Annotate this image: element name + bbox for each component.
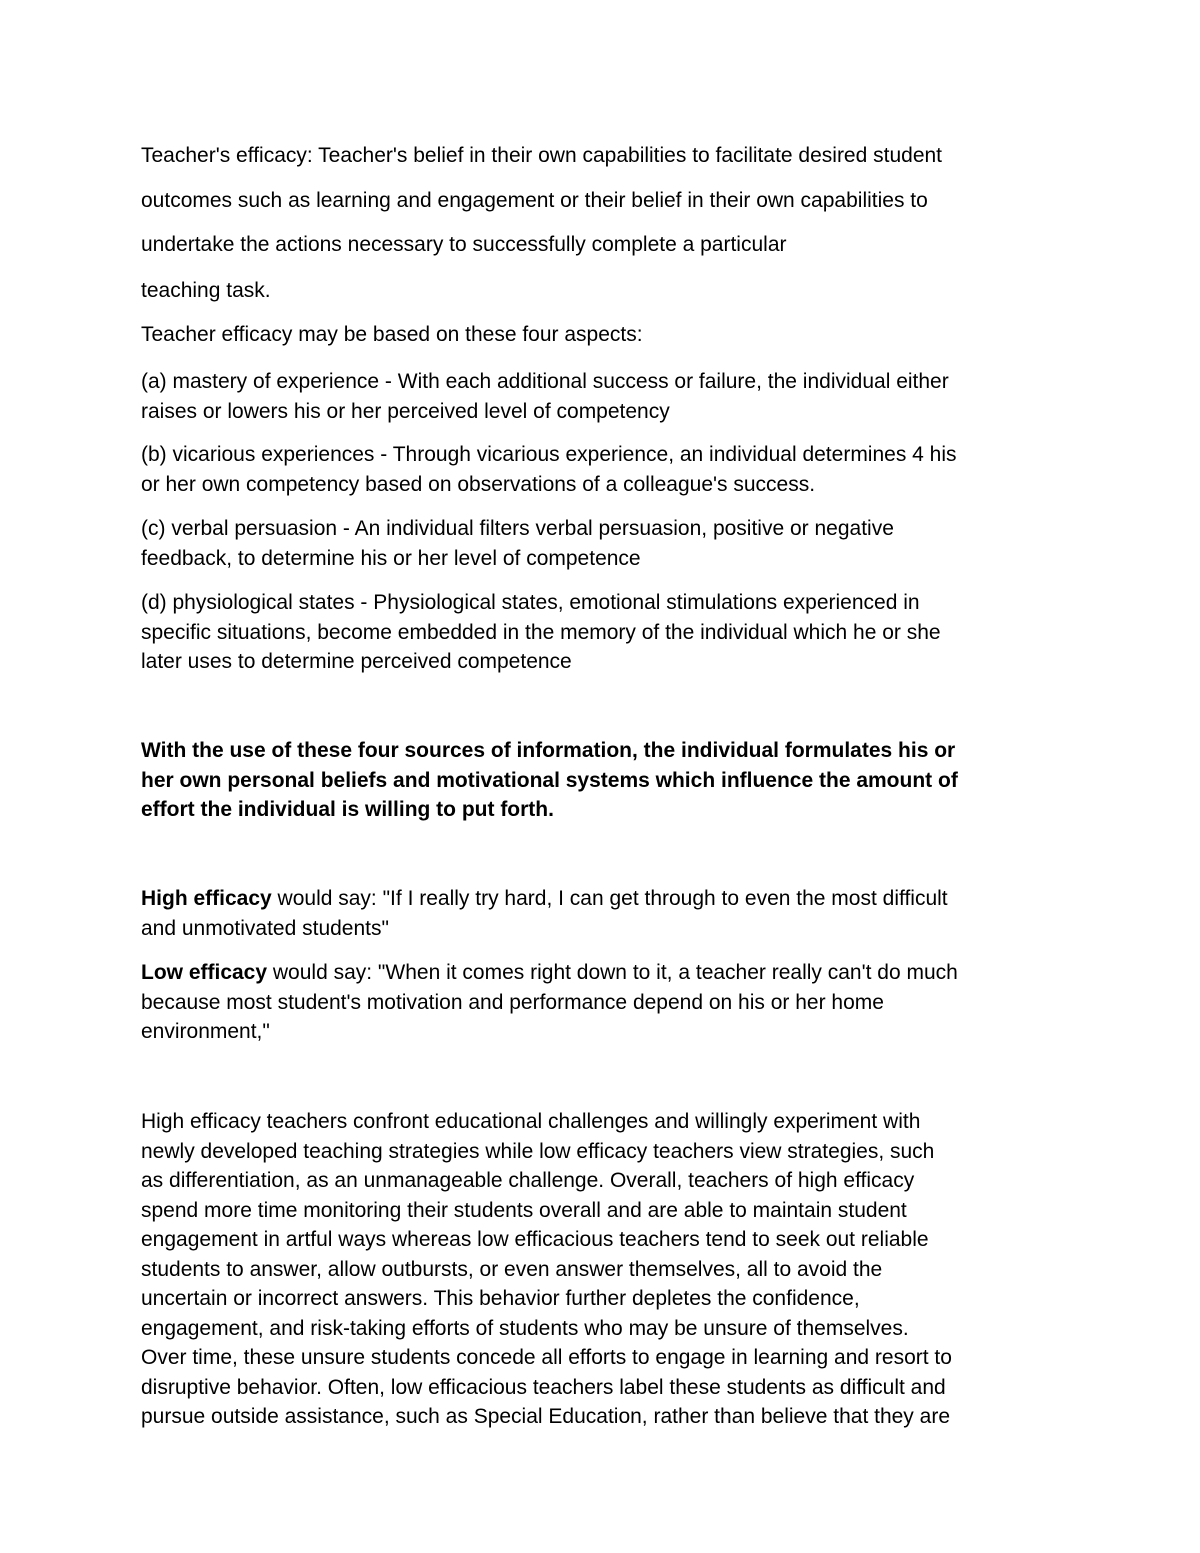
aspects-heading: Teacher efficacy may be based on these four aspects: <box>141 323 643 346</box>
low-efficacy-line <box>141 958 1071 988</box>
closing-line: students to answer, allow outbursts, or even answer themselves, all to avoid the <box>141 1257 883 1281</box>
closing-line: engagement in artful ways whereas low efficacious teachers tend to seek out reliable <box>141 1228 929 1251</box>
low-efficacy-line: because most student's motivation and performance depend on his or her home <box>141 990 884 1014</box>
low-efficacy-label: Low efficacy <box>141 961 268 984</box>
closing-line: pursue outside assistance, such as Special Education, rather than believe that they are <box>141 1405 950 1428</box>
high-efficacy-line <box>141 884 1071 914</box>
summary-paragraph <box>141 736 1071 825</box>
aspect-item-d <box>141 588 1071 677</box>
intro-line: teaching task. <box>141 279 271 302</box>
closing-line: as differentiation, as an unmanageable challenge. Overall, teachers of high efficacy <box>141 1169 915 1192</box>
low-efficacy-text: would say: "When it comes right down to it, a teacher really can't do much <box>267 961 958 984</box>
low-efficacy-line: environment," <box>141 1020 270 1043</box>
aspect-line: specific situations, become embedded in the memory of the individual which he or she <box>141 620 941 644</box>
aspect-line: feedback, to determine his or her level of competence <box>141 546 641 570</box>
high-efficacy-text: would say: "If I really try hard, I can get through to even the most difficult <box>271 887 948 910</box>
closing-line: disruptive behavior. Often, low efficacious teachers label these students as difficult and <box>141 1375 946 1399</box>
aspect-line: (d) physiological states - Physiological states, emotional stimulations experienced in <box>141 591 920 614</box>
closing-line: High efficacy teachers confront educational challenges and willingly experiment with <box>141 1110 921 1133</box>
high-efficacy-line: and unmotivated students" <box>141 916 389 940</box>
summary-line: effort the individual is willing to put forth. <box>141 798 554 821</box>
aspect-line: (a) mastery of experience - With each additional success or failure, the individual either <box>141 370 949 393</box>
aspect-item-a <box>141 367 1071 426</box>
closing-line: spend more time monitoring their students overall and are able to maintain student <box>141 1198 907 1222</box>
low-efficacy-quote <box>141 958 1071 1047</box>
closing-line: engagement, and risk-taking efforts of students who may be unsure of themselves. <box>141 1316 909 1340</box>
aspect-item-c <box>141 514 1071 573</box>
high-efficacy-quote <box>141 884 1071 943</box>
closing-line: uncertain or incorrect answers. This behavior further depletes the confidence, <box>141 1287 860 1310</box>
high-efficacy-label: High efficacy <box>141 887 272 910</box>
summary-line: her own personal beliefs and motivational systems which influence the amount of <box>141 768 958 792</box>
aspect-line: (c) verbal persuasion - An individual filters verbal persuasion, positive or negative <box>141 517 894 540</box>
closing-line: newly developed teaching strategies while low efficacy teachers view strategies, such <box>141 1139 935 1163</box>
closing-line: Over time, these unsure students concede all efforts to engage in learning and resort to <box>141 1346 952 1369</box>
aspect-line: later uses to determine perceived competence <box>141 650 572 673</box>
closing-paragraph <box>141 1107 1071 1432</box>
aspect-line: or her own competency based on observations of a colleague's success. <box>141 472 816 496</box>
intro-line: undertake the actions necessary to successfully complete a particular <box>141 233 787 256</box>
intro-line: Teacher's efficacy: Teacher's belief in their own capabilities to facilitate desired student <box>141 144 943 167</box>
aspect-line: (b) vicarious experiences - Through vicarious experience, an individual determines 4 his <box>141 443 957 466</box>
intro-line: outcomes such as learning and engagement or their belief in their own capabilities to <box>141 189 928 212</box>
aspect-item-b <box>141 440 1071 499</box>
summary-line: With the use of these four sources of information, the individual formulates his or <box>141 739 956 762</box>
aspect-line: raises or lowers his or her perceived level of competency <box>141 399 670 423</box>
